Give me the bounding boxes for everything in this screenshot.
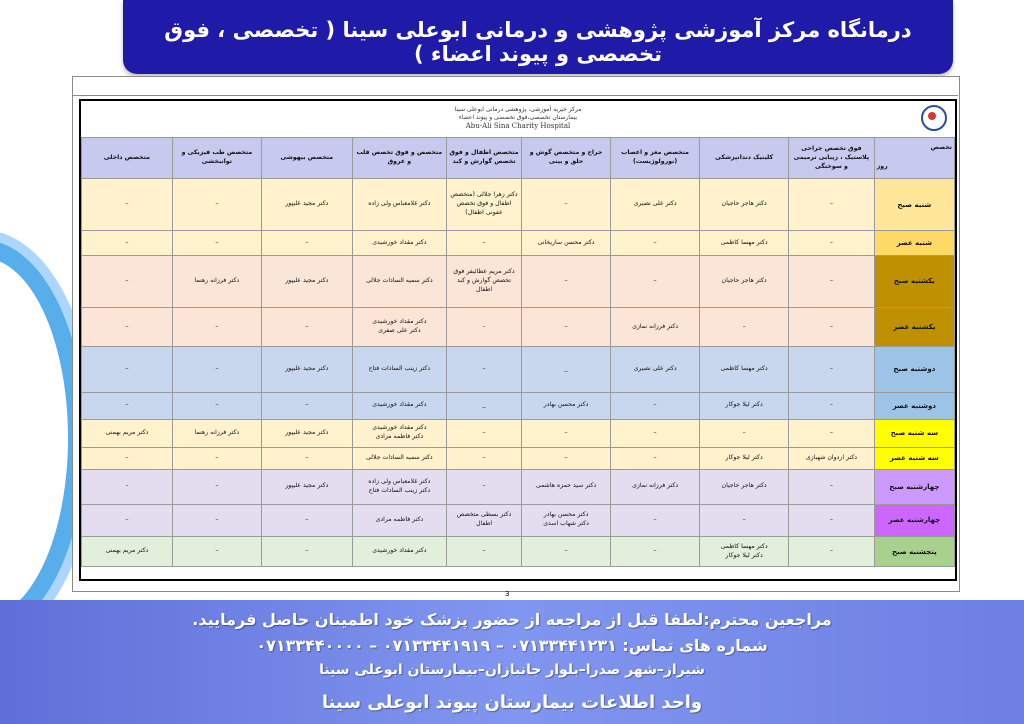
header-cell: متخصص و فوق تخصص قلب و عروق	[352, 138, 446, 178]
schedule-cell: –	[522, 536, 611, 566]
table-row	[82, 178, 955, 231]
table-row	[82, 255, 955, 308]
table-row	[82, 346, 955, 393]
schedule-cell: –	[611, 231, 700, 255]
schedule-cell: دکتر محسن ساریخانی	[522, 231, 611, 255]
header-cell: متخصص بیهوشی	[261, 138, 352, 178]
schedule-cell: دکتر مهسا کاظمی	[700, 231, 789, 255]
schedule-cell: دکتر هاجر حاجیان	[700, 470, 789, 504]
page-title: درمانگاه مرکز آموزشی پژوهشی و درمانی ابوعلی سینا ( تخصصی ، فوق تخصصی و پیوند اعضاء )	[164, 18, 912, 66]
schedule-cell: –	[82, 504, 173, 536]
schedule-cell: دکتر فرزانه رهنما	[172, 255, 261, 308]
schedule-cell: _	[446, 393, 521, 419]
header-cell: متخصص مغز و اعصاب (نورولوژیست)	[611, 138, 700, 178]
header-cell: جراح و متخصص گوش و حلق و بینی	[522, 138, 611, 178]
schedule-cell: دکتر سید حمزه هاشمی	[522, 470, 611, 504]
hospital-line-2: بیمارستان تخصصی،فوق تخصصی و پیوند اعضاء	[458, 114, 578, 121]
schedule-cell: –	[789, 178, 875, 231]
schedule-cell: دکتر فرزانه نمازی	[611, 470, 700, 504]
schedule-cell: –	[446, 470, 521, 504]
header-cell: متخصص طب فیزیکی و توانبخشی	[172, 138, 261, 178]
day-cell: دوشنبه صبح	[874, 346, 954, 393]
day-cell: چهارشنبه صبح	[874, 470, 954, 504]
schedule-cell: –	[789, 504, 875, 536]
header-cell: فوق تخصص جراحی پلاستیک ، زیبایی ترمیمی و سوختگی	[789, 138, 875, 178]
footer-phones: شماره های تماس: ۰۷۱۳۳۴۴۱۲۳۱ – ۰۷۱۳۳۴۴۱۹۱۹ – ۰۷۱۳۳۴۴۰۰۰۰	[256, 636, 768, 655]
schedule-cell: –	[700, 308, 789, 346]
schedule-cell: –	[522, 178, 611, 231]
table-row	[82, 447, 955, 469]
schedule-cell: دکتر هاجر حاجیان	[700, 178, 789, 231]
schedule-cell: –	[446, 346, 521, 393]
page-number: 3	[505, 590, 510, 598]
schedule-cell: –	[261, 447, 352, 469]
table-row	[82, 470, 955, 504]
schedule-cell: –	[172, 231, 261, 255]
schedule-cell: –	[789, 393, 875, 419]
hospital-header-row	[82, 101, 955, 138]
schedule-cell: دکتر فاطمه مرادی	[352, 504, 446, 536]
schedule-cell: دکتر مجید علیپور	[261, 346, 352, 393]
schedule-cell: دکتر مجید علیپور	[261, 470, 352, 504]
corner-specialty-label: تخصص	[930, 144, 952, 152]
schedule-cell: –	[261, 504, 352, 536]
schedule-cell: –	[82, 447, 173, 469]
schedule-cell: –	[611, 419, 700, 447]
schedule-cell: –	[789, 255, 875, 308]
schedule-cell: –	[261, 393, 352, 419]
hospital-name	[84, 106, 953, 131]
schedule-cell: دکتر مریم عطائیفر فوق تخصص گوارش و کبد اطفال	[446, 255, 521, 308]
schedule-cell: دکتر مهسا کاظمی دکتر لیلا جوکار	[700, 536, 789, 566]
schedule-cell: –	[82, 255, 173, 308]
schedule-cell: دکتر مریم بهمنی	[82, 536, 173, 566]
schedule-cell: –	[82, 346, 173, 393]
schedule-cell: –	[172, 447, 261, 469]
schedule-cell: –	[700, 504, 789, 536]
header-cell: کلینیک دندانپزشکی	[700, 138, 789, 178]
schedule-cell: –	[172, 346, 261, 393]
table-footer-row	[82, 567, 955, 579]
schedule-cell: –	[789, 419, 875, 447]
schedule-cell: –	[446, 536, 521, 566]
day-cell: دوشنبه عصر	[874, 393, 954, 419]
schedule-cell: –	[522, 255, 611, 308]
hospital-line-1: مرکز خیریه آموزشی، پژوهشی درمانی ابوعلی سینا	[454, 106, 582, 114]
schedule-cell: –	[789, 536, 875, 566]
day-cell: شنبه عصر	[874, 231, 954, 255]
schedule-cell: _	[522, 346, 611, 393]
schedule-cell: دکتر زینب السادات فتاح	[352, 346, 446, 393]
footer-banner	[0, 600, 1024, 724]
schedule-cell: –	[172, 470, 261, 504]
schedule-cell: –	[789, 231, 875, 255]
schedule-cell: –	[261, 536, 352, 566]
schedule-cell: دکتر مجید علیپور	[261, 419, 352, 447]
schedule-cell: –	[82, 231, 173, 255]
schedule-cell: دکتر محسن بهادر دکتر شهاب اسدی	[522, 504, 611, 536]
schedule-cell: دکتر مقداد خورشیدی دکتر علی صفری	[352, 308, 446, 346]
schedule-cell: –	[789, 470, 875, 504]
schedule-cell: دکتر علی نصیری	[611, 178, 700, 231]
schedule-cell: –	[82, 393, 173, 419]
schedule-cell: –	[446, 419, 521, 447]
footer-address: شیراز–شهر صدرا–بلوار جانبازان–بیمارستان ابوعلی سینا	[319, 662, 705, 678]
schedule-cell: دکتر مریم بهمنی	[82, 419, 173, 447]
frame-divider	[72, 95, 958, 96]
table-row	[82, 504, 955, 536]
day-cell: سه شنبه عصر	[874, 447, 954, 469]
schedule-cell: دکتر لیلا جوکار	[700, 393, 789, 419]
table-row	[82, 536, 955, 566]
schedule-cell: –	[82, 178, 173, 231]
day-cell: شنبه صبح	[874, 178, 954, 231]
footer-notice: مراجعین محترم:لطفا قبل از مراجعه از حضور پزشک خود اطمینان حاصل فرمایید.	[192, 610, 832, 629]
corner-day-label: روز	[876, 163, 888, 171]
schedule-cell: دکتر مقداد خورشیدی	[352, 231, 446, 255]
schedule-cell: دکتر فرزانه رهنما	[172, 419, 261, 447]
schedule-cell: دکتر فرزانه نمازی	[611, 308, 700, 346]
table-row	[82, 393, 955, 419]
schedule-cell: دکتر سمیه السادات جلالی	[352, 255, 446, 308]
schedule-cell: دکتر مهسا کاظمی	[700, 346, 789, 393]
day-cell: سه شنبه صبح	[874, 419, 954, 447]
schedule-cell: –	[611, 504, 700, 536]
schedule-cell: دکتر بسطی متخصص اطفال	[446, 504, 521, 536]
schedule-cell: –	[172, 393, 261, 419]
schedule-cell: دکتر مقداد خورشیدی	[352, 393, 446, 419]
day-cell: یکشنبه عصر	[874, 308, 954, 346]
schedule-cell: دکتر مجید علیپور	[261, 255, 352, 308]
schedule-cell: –	[522, 419, 611, 447]
schedule-cell: –	[611, 255, 700, 308]
schedule-cell: –	[700, 419, 789, 447]
schedule-cell: –	[261, 308, 352, 346]
schedule-cell: –	[789, 346, 875, 393]
schedule-cell: –	[446, 231, 521, 255]
schedule-cell: –	[172, 504, 261, 536]
schedule-cell: -	[446, 308, 521, 346]
schedule-cell: –	[446, 447, 521, 469]
header-cell: متخصص اطفال و فوق تخصص گوارش و کبد	[446, 138, 521, 178]
schedule-cell: –	[789, 308, 875, 346]
schedule-cell: دکتر زهرا جلالی (متخصص اطفال و فوق تخصص عفونی اطفال)	[446, 178, 521, 231]
schedule-cell: –	[611, 536, 700, 566]
schedule-table	[81, 101, 955, 579]
schedule-cell: –	[172, 536, 261, 566]
schedule-cell: دکتر غلامعباس ولی زاده	[352, 178, 446, 231]
schedule-cell: –	[522, 447, 611, 469]
schedule-cell: –	[522, 308, 611, 346]
schedule-cell: –	[172, 178, 261, 231]
schedule-cell: –	[261, 231, 352, 255]
table-row	[82, 308, 955, 346]
table-row	[82, 231, 955, 255]
corner-header	[874, 138, 954, 178]
schedule-cell: –	[82, 308, 173, 346]
schedule-cell: دکتر علی نصیری	[611, 346, 700, 393]
day-cell: یکشنبه صبح	[874, 255, 954, 308]
schedule-cell: –	[611, 447, 700, 469]
schedule-cell: دکتر مقداد خورشیدی دکتر فاطمه مرادی	[352, 419, 446, 447]
schedule-table-container	[79, 99, 957, 581]
schedule-cell: –	[172, 308, 261, 346]
schedule-cell: دکتر سمیه السادات جلالی	[352, 447, 446, 469]
schedule-cell: –	[611, 393, 700, 419]
schedule-cell: دکتر هاجر حاجیان	[700, 255, 789, 308]
header-cell: متخصص داخلی	[82, 138, 173, 178]
schedule-cell: دکتر غلامعباس ولی زاده دکتر زینب السادات فتاح	[352, 470, 446, 504]
schedule-cell: دکتر اردوان شهبازی	[789, 447, 875, 469]
day-cell: چهارشنبه عصر	[874, 504, 954, 536]
hospital-line-3: Abu-Ali Sina Charity Hospital	[465, 121, 571, 130]
schedule-cell: دکتر مقداد خورشیدی	[352, 536, 446, 566]
footer-department: واحد اطلاعات بیمارستان پیوند ابوعلی سینا	[321, 692, 703, 713]
schedule-cell: -	[82, 470, 173, 504]
schedule-cell: دکتر مجید علیپور	[261, 178, 352, 231]
header-row	[82, 138, 955, 178]
schedule-cell: دکتر محسن بهادر	[522, 393, 611, 419]
schedule-cell: دکتر لیلا جوکار	[700, 447, 789, 469]
table-row	[82, 419, 955, 447]
day-cell: پنجشنبه صبح	[874, 536, 954, 566]
header-banner	[123, 0, 953, 74]
